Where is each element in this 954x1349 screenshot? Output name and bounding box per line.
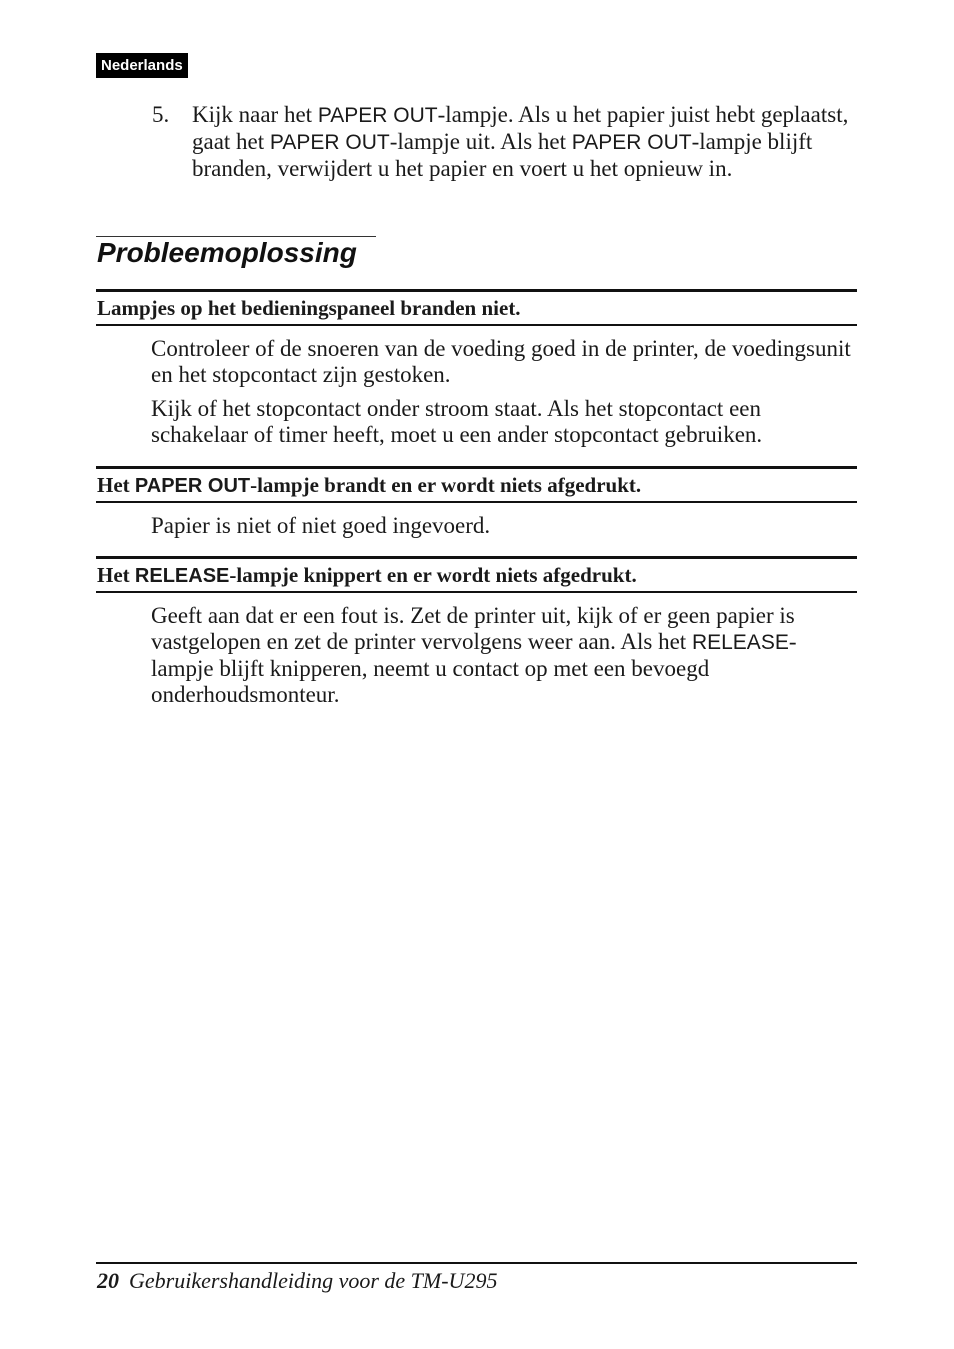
problem-block-2 (96, 466, 857, 547)
problem-paragraph: Geeft aan dat er een fout is. Zet de printer uit, kijk of er geen papier is vastgelopen en zet de printer vervolgens weer aan. Als het RELEASE-lampje blijft knipperen, neemt u contact op met een bevoegd onderhoudsmonteur. (151, 603, 797, 707)
step-text: Kijk naar het PAPER OUT-lampje. Als u het papier juist hebt geplaatst, gaat het PAPER OUT-lampje uit. Als het PAPER OUT-lampje blijft branden, verwijdert u het papier en voert u het opnieuw in. (192, 102, 849, 181)
problem-body (151, 336, 857, 448)
problem-paragraph: Controleer of de snoeren van de voeding goed in de printer, de voedingsunit en het stopcontact zijn gestoken. (151, 336, 851, 387)
problem-heading: Lampjes op het bedieningspaneel branden niet. (96, 289, 857, 326)
problem-paragraph: Kijk of het stopcontact onder stroom staat. Als het stopcontact een schakelaar of timer heeft, moet u een ander stopcontact gebruiken. (151, 396, 763, 447)
page-footer (97, 1266, 497, 1296)
language-tab: Nederlands (96, 53, 188, 78)
problem-heading: Het RELEASE-lampje knippert en er wordt niets afgedrukt. (96, 556, 857, 593)
footer-rule (96, 1262, 857, 1264)
problem-body (151, 603, 857, 708)
section-title: Probleemoplossing (97, 237, 357, 268)
problem-block-1 (96, 289, 857, 456)
problem-block-3 (96, 556, 857, 716)
problem-body (151, 513, 857, 539)
page-number: 20 (97, 1268, 119, 1293)
step-5 (152, 102, 862, 182)
problem-heading: Het PAPER OUT-lampje brandt en er wordt niets afgedrukt. (96, 466, 857, 503)
step-number: 5. (152, 102, 170, 127)
footer-title: Gebruikershandleiding voor de TM-U295 (129, 1268, 498, 1293)
problem-paragraph: Papier is niet of niet goed ingevoerd. (151, 513, 491, 538)
